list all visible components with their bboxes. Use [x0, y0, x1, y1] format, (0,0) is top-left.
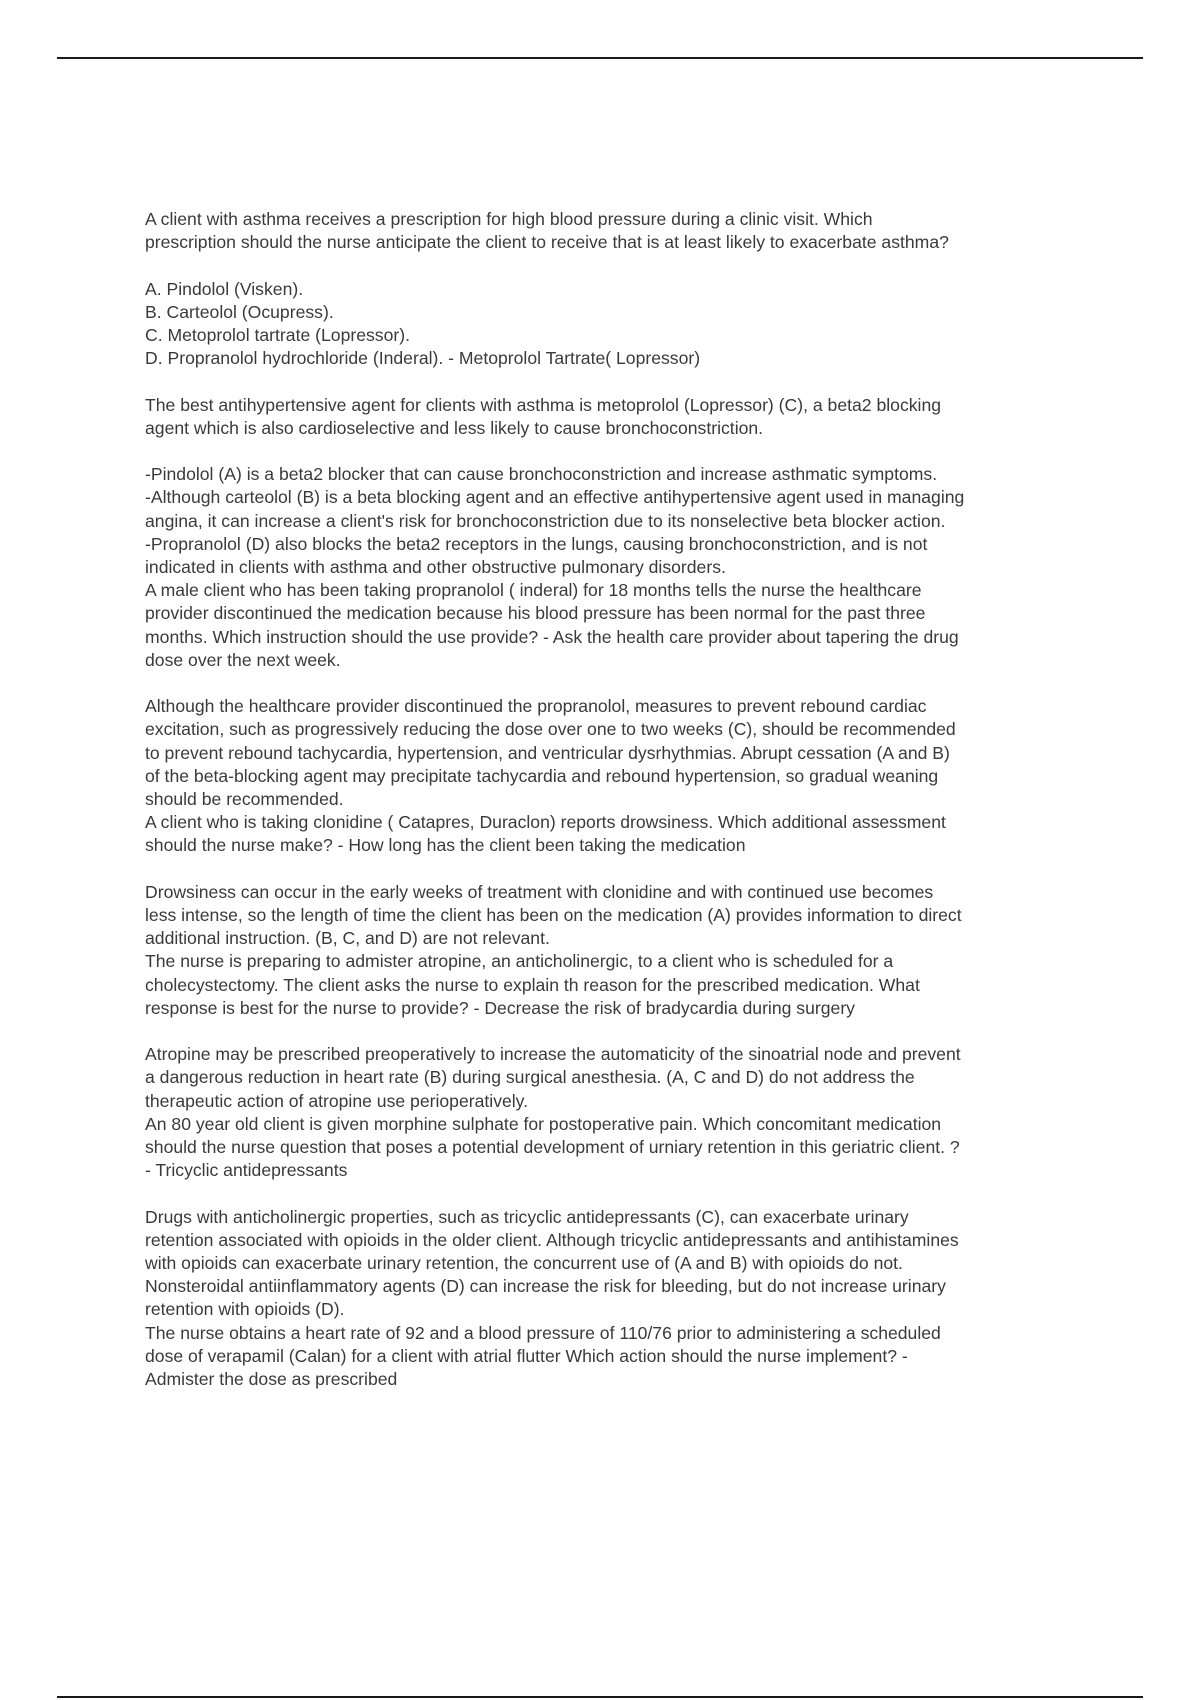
paragraph-gap [145, 672, 1090, 695]
paragraph-gap [145, 370, 1090, 393]
paragraph-gap [145, 858, 1090, 881]
question-asthma: A client with asthma receives a prescription for high blood pressure during a clinic visit. Which prescription should the nurse anticipate the client to receive that is at least likely to exacerbate asthma? [145, 209, 949, 253]
paragraph-gap [145, 1020, 1090, 1043]
document-body [145, 208, 1090, 1391]
rationale-propranolol-and-clonidine-question: Although the healthcare provider discontinued the propranolol, measures to prevent rebound cardiac excitation, such as progressively reducing the dose over one to two weeks (C), should be recommended to prevent rebound tachycardia, hypertension, and ventricular dysrhythmias. Abrupt cessation (A and B) of the beta-blocking agent may precipitate tachycardia and rebound hypertension, so gradual weaning should be recommended. A client who is taking clonidine ( Catapres, Duraclon) reports drowsiness. Which additional assessment should the nurse make? - How long has the client been taking the medication [145, 696, 956, 856]
rationale-clonidine-and-atropine-question: Drowsiness can occur in the early weeks of treatment with clonidine and with continued use becomes less intense, so the length of time the client has been on the medication (A) provides information to direct additional instruction. (B, C, and D) are not relevant. The nurse is preparing to admister atropine, an anticholinergic, to a client who is scheduled for a cholecystectomy. The client asks the nurse to explain th reason for the prescribed medication. What response is best for the nurse to provide? - Decrease the risk of bradycardia during surgery [145, 881, 962, 1018]
rationale-distractors-and-propranolol-question: -Pindolol (A) is a beta2 blocker that can cause bronchoconstriction and increase asthmatic symptoms. -Although carteolol (B) is a beta blocking agent and an effective antihypertensive agent used in managing angina, it can increase a client's risk for bronchoconstriction due to its nonselective beta blocker action. -Propranolol (D) also blocks the beta2 receptors in the lungs, causing bronchoconstriction, and is not indicated in clients with asthma and other obstructive pulmonary disorders. A male client who has been taking propranolol ( inderal) for 18 months tells the nurse the healthcare provider discontinued the medication because his blood pressure has been normal for the past three months. Which instruction should the use provide? - Ask the health care provider about tapering the drug dose over the next week. [145, 464, 965, 670]
paragraph-gap [145, 1182, 1090, 1205]
rationale-metoprolol: The best antihypertensive agent for clients with asthma is metoprolol (Lopressor) (C), a beta2 blocking agent which is also cardioselective and less likely to cause bronchoconstriction. [145, 394, 942, 438]
rationale-tricyclics-and-verapamil-question: Drugs with anticholinergic properties, such as tricyclic antidepressants (C), can exacerbate urinary retention associated with opioids in the older client. Although tricyclic antidepressants and antihistamines with opioids can exacerbate urinary retention, the concurrent use of (A and B) with opioids do not. Nonsteroidal antiinflammatory agents (D) can increase the risk for bleeding, but do not increase urinary retention with opioids (D). The nurse obtains a heart rate of 92 and a blood pressure of 110/76 prior to administering a scheduled dose of verapamil (Calan) for a client with atrial flutter Which action should the nurse implement? - Admister the dose as prescribed [145, 1206, 959, 1390]
footer-rule [57, 1696, 1143, 1698]
paragraph-gap [145, 440, 1090, 463]
paragraph-gap [145, 254, 1090, 277]
rationale-atropine-and-morphine-question: Atropine may be prescribed preoperatively to increase the automaticity of the sinoatrial node and prevent a dangerous reduction in heart rate (B) during surgical anesthesia. (A, C and D) do not address the therapeutic action of atropine use perioperatively. An 80 year old client is given morphine sulphate for postoperative pain. Which concomitant medication should the nurse question that poses a potential development of urniary retention in this geriatric client. ? - Tricyclic antidepressants [145, 1044, 961, 1181]
answer-options: A. Pindolol (Visken). B. Carteolol (Ocupress). C. Metoprolol tartrate (Lopressor). D. Propranolol hydrochloride (Inderal). - Metoprolol Tartrate( Lopressor) [145, 278, 701, 369]
header-rule [57, 57, 1143, 59]
